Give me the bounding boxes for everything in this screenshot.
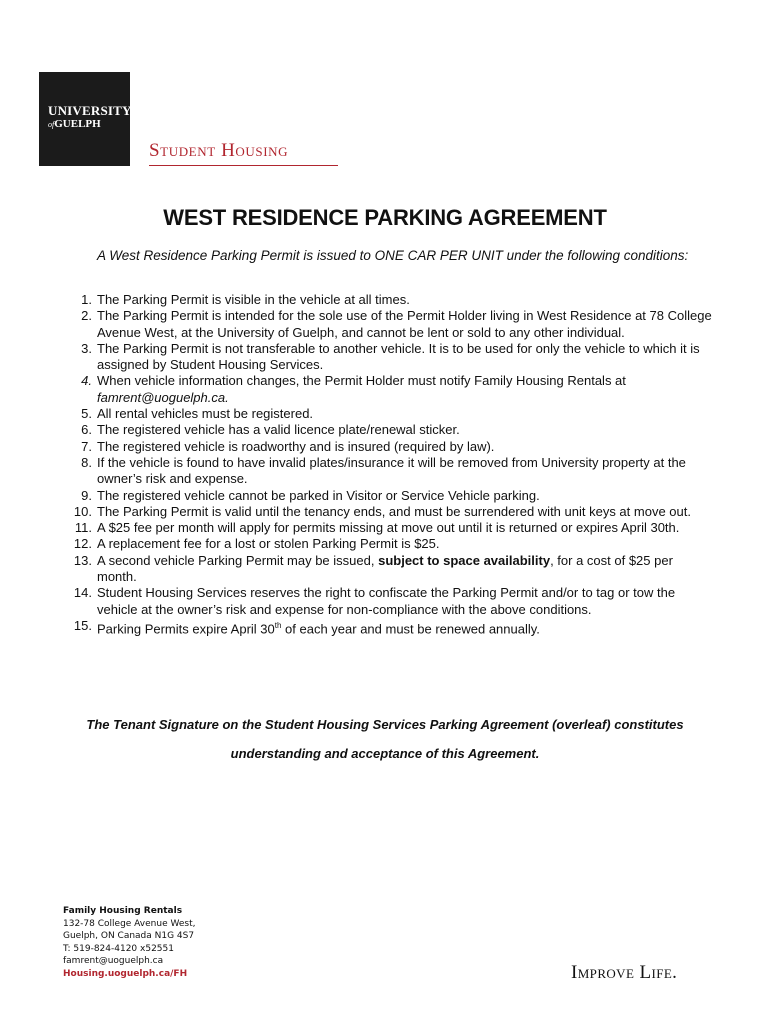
item-number: 14. [73,585,92,601]
logo-name-text: GUELPH [54,118,101,130]
email-link[interactable]: famrent@uoguelph.ca. [97,389,229,405]
item-number: 5. [81,406,92,422]
footer-contact [63,905,195,980]
item-text: A $25 fee per month will apply for permits missing at move out until it is returned or expires April 30th. [97,520,680,536]
item-text: If the vehicle is found to have invalid plates/insurance it will be removed from University property at the owner’s risk and expense. [97,454,686,487]
tagline: Improve Life. [571,962,678,983]
document-title: WEST RESIDENCE PARKING AGREEMENT [163,205,607,230]
list-item [48,373,713,406]
closing-statement-line1: The Tenant Signature on the Student Housing Services Parking Agreement (overleaf) constitutes [86,717,684,732]
footer-office-name: Family Housing Rentals [63,906,183,916]
footer-phone: T: 519-824-4120 x52551 [63,943,174,954]
item-number: 4. [81,373,92,389]
item-text: The registered vehicle is roadworthy and is insured (required by law). [97,438,495,454]
item-number: 6. [81,422,92,438]
department-underline [149,165,338,166]
list-item [48,536,713,552]
item-text: The Parking Permit is not transferable to another vehicle. It is to be used for only the vehicle to which it is assigned by Student Housing Services. [97,340,700,373]
list-item [48,553,713,586]
item-text: The registered vehicle cannot be parked in Visitor or Service Vehicle parking. [97,487,540,503]
department-name: Student Housing [149,140,289,161]
footer-website-link[interactable]: Housing.uoguelph.ca/FH [63,968,188,979]
item-text: The Parking Permit is valid until the tenancy ends, and must be surrendered with unit keys at move out. [97,503,691,519]
intro-text: A West Residence Parking Permit is issued to ONE CAR PER UNIT under the following conditions: [97,248,689,263]
university-logo [39,72,130,166]
item-text: The registered vehicle has a valid licence plate/renewal sticker. [97,422,460,438]
list-item [48,585,713,618]
list-item [48,618,713,638]
item-number: 9. [81,487,92,503]
item-text: When vehicle information changes, the Permit Holder must notify Family Housing Rentals at [97,373,626,389]
item-number: 3. [81,340,92,356]
list-item [48,455,713,488]
ordinal-superscript: th [274,620,282,630]
footer-address-line2: Guelph, ON Canada N1G 4S7 [63,931,195,941]
item-number: 15. [73,617,92,633]
footer-email[interactable]: famrent@uoguelph.ca [63,956,164,966]
item-number: 10. [73,503,92,519]
item-text-pre: Parking Permits expire April 30 [97,621,275,637]
list-item [48,341,713,374]
item-text: Student Housing Services reserves the right to confiscate the Parking Permit and/or to tag or tow the vehicle at the owner’s risk and expense for non-compliance with the above conditions. [97,585,676,617]
logo-of-text: of [48,120,55,129]
footer-address-line1: 132-78 College Avenue West, [63,918,196,929]
item-text: A replacement fee for a lost or stolen Parking Permit is $25. [97,536,440,552]
list-item [48,488,713,504]
item-number: 2. [81,308,92,324]
conditions-list [48,292,713,638]
list-item [48,504,713,520]
item-text: The Parking Permit is intended for the sole use of the Permit Holder living in West Residence at 78 College Avenue West, at the University of Guelph, and cannot be lent or sold to any other individual. [97,308,712,340]
item-number: 11. [74,520,92,536]
item-number: 7. [81,438,92,454]
item-text: All rental vehicles must be registered. [97,406,314,422]
item-text-emphasis: subject to space availability [378,552,551,568]
list-item [48,439,713,455]
list-item [48,406,713,422]
logo-university-text: UNIVERSITY [48,103,132,118]
item-text-post: , for a cost of $25 per month. [97,552,673,585]
closing-statement-line2: understanding and acceptance of this Agreement. [230,746,540,761]
list-item [48,422,713,438]
item-text-pre: A second vehicle Parking Permit may be issued, [97,552,379,568]
item-text-post: of each year and must be renewed annually. [281,621,540,637]
list-item [48,308,713,341]
item-number: 13. [73,552,92,568]
item-text: The Parking Permit is visible in the vehicle at all times. [97,292,410,307]
list-item [48,520,713,536]
item-number: 1. [81,292,92,307]
item-number: 8. [81,454,92,470]
logo-guelph-text [48,118,101,130]
item-number: 12. [73,536,92,552]
list-item [48,292,713,308]
